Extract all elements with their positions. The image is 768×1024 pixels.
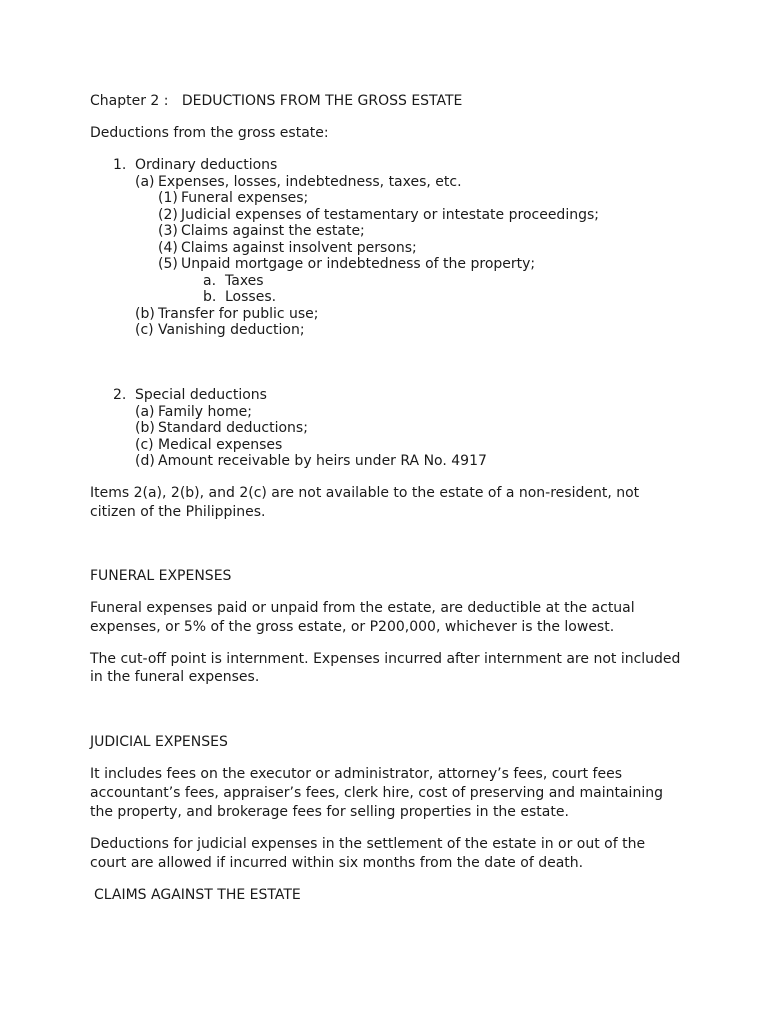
chapter-label: Chapter 2 : [90, 93, 169, 109]
list-marker: (b) [135, 306, 155, 322]
list-number: 2. [113, 387, 127, 403]
list-text: Amount receivable by heirs under RA No. 4917 [158, 453, 487, 469]
list-item-special [113, 386, 267, 404]
list-marker: (2) [158, 207, 178, 223]
list-text: Taxes [225, 273, 264, 289]
paragraph-line: Deductions for judicial expenses in the settlement of the estate in or out of the [90, 836, 646, 852]
paragraph-line: court are allowed if incurred within six months from the date of death. [90, 855, 584, 871]
section-heading-claims: CLAIMS AGAINST THE ESTATE [94, 887, 301, 903]
list-marker: (a) [135, 404, 155, 420]
section-heading-funeral: FUNERAL EXPENSES [90, 568, 232, 584]
list-text: Transfer for public use; [158, 306, 319, 322]
list-marker: b. [203, 289, 217, 305]
list-item-ordinary [113, 156, 277, 174]
list-marker: (4) [158, 240, 178, 256]
special-item-b [135, 419, 308, 437]
chapter-heading [90, 92, 462, 110]
list-label: Ordinary deductions [135, 157, 278, 173]
list-marker: a. [203, 273, 217, 289]
list-label: Special deductions [135, 387, 267, 403]
list-text: Claims against the estate; [181, 223, 365, 239]
list-text: Standard deductions; [158, 420, 308, 436]
section-heading-judicial: JUDICIAL EXPENSES [90, 734, 228, 750]
sub-item-3 [158, 222, 365, 240]
list-marker: (5) [158, 256, 178, 272]
note-line-1: Items 2(a), 2(b), and 2(c) are not available to the estate of a non-resident, not [90, 485, 640, 501]
sub-item-5 [158, 255, 535, 273]
list-marker: (c) [135, 322, 154, 338]
paragraph-line: the property, and brokerage fees for selling properties in the estate. [90, 804, 569, 820]
list-text: Family home; [158, 404, 252, 420]
list-number: 1. [113, 157, 127, 173]
list-text: Claims against insolvent persons; [181, 240, 417, 256]
list-marker: (3) [158, 223, 178, 239]
chapter-title: DEDUCTIONS FROM THE GROSS ESTATE [181, 93, 463, 109]
paragraph-line: It includes fees on the executor or administrator, attorney’s fees, court fees [90, 766, 622, 782]
subsub-item-b [203, 288, 276, 306]
list-text: Losses. [225, 289, 277, 305]
intro-text: Deductions from the gross estate: [90, 125, 329, 141]
paragraph-line: Funeral expenses paid or unpaid from the estate, are deductible at the actual [90, 600, 635, 616]
list-marker: (a) [135, 174, 155, 190]
paragraph-line: accountant’s fees, appraiser’s fees, clerk hire, cost of preserving and maintaining [90, 785, 663, 801]
list-text: Unpaid mortgage or indebtedness of the property; [181, 256, 536, 272]
list-marker: (c) [135, 437, 154, 453]
paragraph-line: in the funeral expenses. [90, 669, 260, 685]
list-marker: (b) [135, 420, 155, 436]
special-item-d [135, 452, 487, 470]
list-text: Expenses, losses, indebtedness, taxes, etc. [158, 174, 462, 190]
list-text: Medical expenses [158, 437, 283, 453]
note-line-2: citizen of the Philippines. [90, 504, 266, 520]
paragraph-line: The cut-off point is internment. Expenses incurred after internment are not included [90, 651, 681, 667]
list-marker: (1) [158, 190, 178, 206]
list-text: Judicial expenses of testamentary or intestate proceedings; [181, 207, 599, 223]
sub-item-1 [158, 189, 308, 207]
list-text: Funeral expenses; [181, 190, 309, 206]
paragraph-line: expenses, or 5% of the gross estate, or P200,000, whichever is the lowest. [90, 619, 615, 635]
list-marker: (d) [135, 453, 155, 469]
list-text: Vanishing deduction; [158, 322, 305, 338]
list-item-c [135, 321, 305, 339]
